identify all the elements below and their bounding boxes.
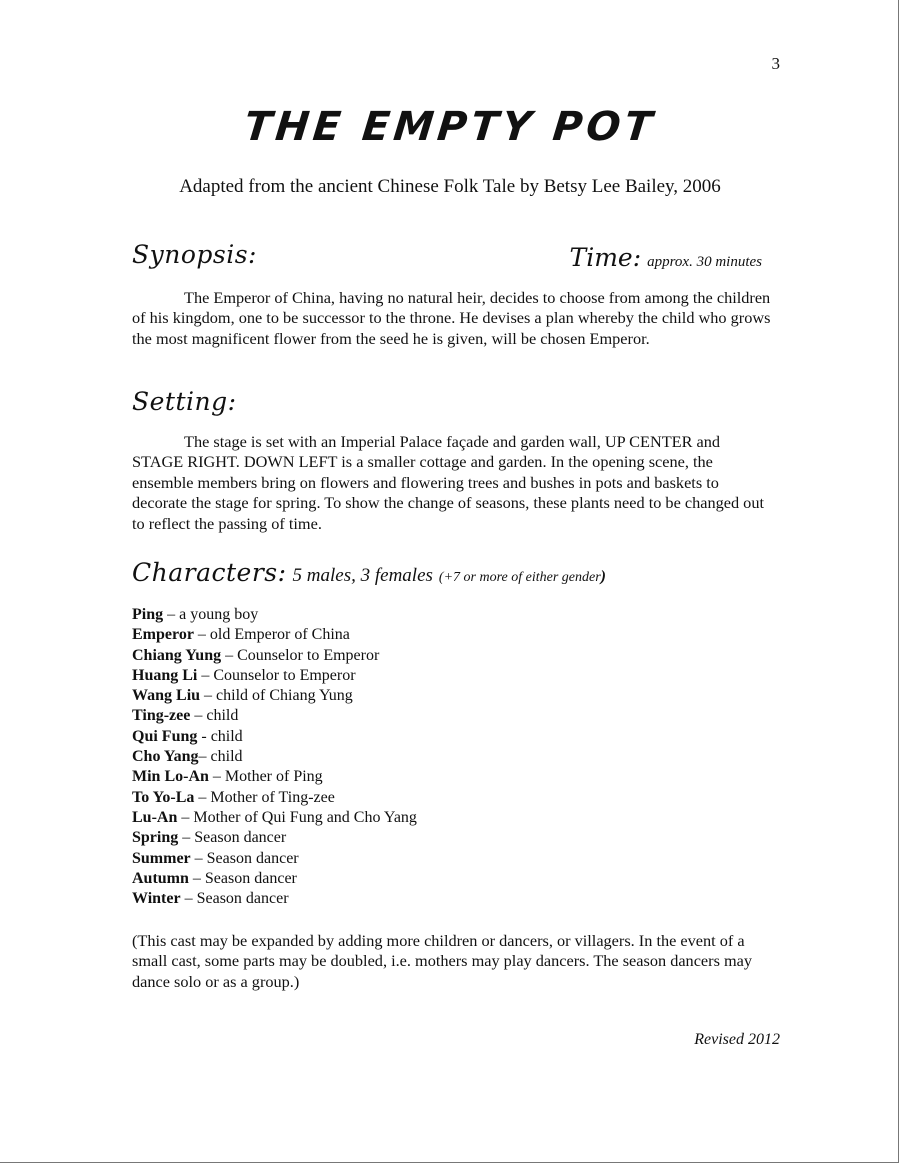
character-item [132,646,417,666]
character-description: Season dancer [206,849,299,867]
character-name: To Yo-La [132,788,195,806]
revised-date: Revised 2012 [694,1031,780,1048]
character-item [132,666,417,686]
synopsis-paragraph [132,288,772,349]
character-description: child [210,748,243,766]
character-description: Season dancer [196,890,289,908]
characters-extra-close: ) [600,568,606,585]
page-subtitle: Adapted from the ancient Chinese Folk Tale by Betsy Lee Bailey, 2006 [179,176,721,197]
character-name: Spring [132,829,179,847]
character-description: Season dancer [204,869,297,887]
character-name: Huang Li [132,666,198,684]
characters-header [132,558,606,587]
character-description: Mother of Ting-zee [210,788,335,806]
synopsis-heading: Synopsis: [132,240,257,269]
character-separator: – [177,808,194,826]
character-separator: – [163,606,180,623]
time-value: approx. 30 minutes [647,254,762,270]
character-item [132,727,417,747]
character-name: Lu-An [132,808,178,826]
character-item [132,767,417,787]
character-name: Qui Fung [132,727,198,745]
character-separator: – [194,788,211,806]
character-separator: – [190,707,207,725]
character-name: Emperor [132,626,194,644]
character-description: a young boy [179,606,259,623]
character-item [132,747,417,767]
character-separator: – [198,748,211,766]
synopsis-text: The Emperor of China, having no natural heir, decides to choose from among the children of his kingdom, one to be successor to the throne. He devises a plan whereby the child who grows the most magnificent flower from the seed he is given, will be chosen Emperor. [132,288,771,348]
characters-extra: (+7 or more of either gender [438,570,601,585]
character-description: Mother of Ping [224,768,323,786]
character-item [132,686,417,706]
character-description: child [210,727,243,745]
character-separator: – [200,687,217,705]
character-separator: – [221,646,238,664]
character-description: old Emperor of China [209,626,350,644]
page-title: THE EMPTY POT [241,104,659,150]
character-separator: – [178,829,195,847]
character-separator: – [180,890,197,908]
character-item [132,625,417,645]
character-item [132,788,417,808]
character-separator: - [197,727,211,745]
character-separator: – [193,626,210,644]
character-name: Ting-zee [132,707,191,725]
character-separator: – [197,666,214,684]
character-description: child [206,707,239,725]
character-name: Cho Yang [132,748,199,766]
character-description: Season dancer [194,829,287,847]
character-name: Chiang Yung [132,646,222,664]
cast-note: (This cast may be expanded by adding more children or dancers, or villagers. In the event of a small cast, some parts may be doubled, i.e. mothers may play dancers. The season dancers may dance solo or as a group.) [132,931,753,991]
character-item [132,849,417,869]
character-name: Autumn [132,869,189,887]
character-description: Counselor to Emperor [237,646,380,664]
character-separator: – [190,849,207,867]
character-item [132,808,417,828]
character-description: Counselor to Emperor [213,666,356,684]
character-separator: – [208,768,225,786]
character-separator: – [188,869,205,887]
character-name: Ping [132,606,164,623]
character-item [132,869,417,889]
time-label: Time: [569,243,642,272]
setting-text: The stage is set with an Imperial Palace façade and garden wall, UP CENTER and STAGE RIGHT. DOWN LEFT is a smaller cottage and garden. In the opening scene, the ensemble members bring on flowers and flowering trees and bushes in pots and baskets to decorate the stage for spring. To show the change of seasons, these plants need to be changed out to reflect the passing of time. [132,432,764,533]
character-item [132,828,417,848]
time-block [570,243,762,272]
character-name: Summer [132,849,191,867]
page-number: 3 [771,54,780,73]
setting-heading: Setting: [132,387,237,416]
characters-count: 5 males, 3 females [292,565,433,586]
character-name: Min Lo-An [132,768,209,786]
characters-heading: Characters: [132,558,287,587]
setting-paragraph [132,432,772,534]
character-list [132,605,417,909]
character-item [132,605,417,625]
character-name: Wang Liu [132,687,201,705]
character-name: Winter [132,890,181,908]
character-description: Mother of Qui Fung and Cho Yang [193,808,417,826]
character-description: child of Chiang Yung [216,687,353,705]
character-item [132,889,417,909]
character-item [132,706,417,726]
